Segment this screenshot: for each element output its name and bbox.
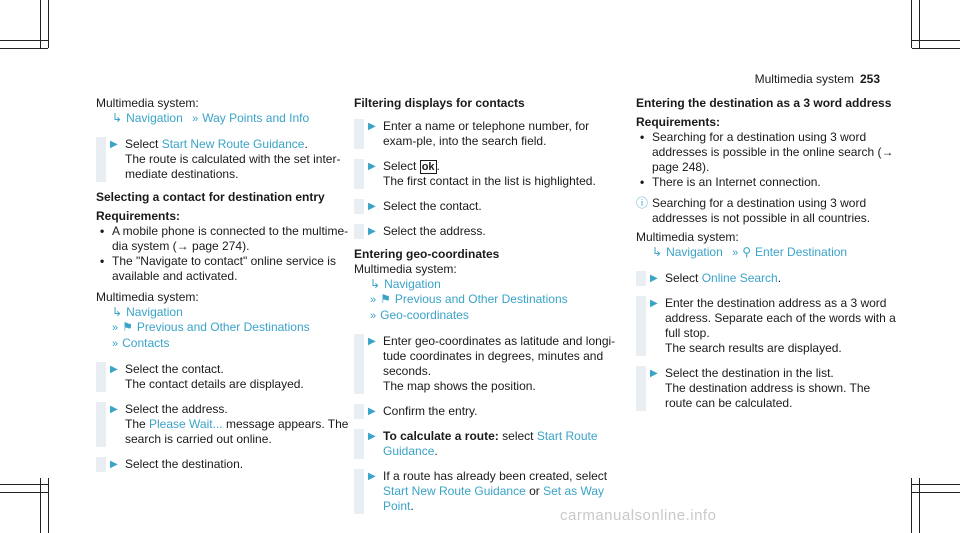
nav-link-contacts[interactable]: Contacts: [122, 336, 170, 350]
nav-path: [96, 111, 356, 127]
step-detail: The search results are displayed.: [665, 341, 842, 355]
flag-icon: ⚑: [380, 292, 391, 306]
step-text: .: [410, 499, 414, 513]
crop-mark: [911, 0, 912, 48]
crop-mark: [919, 0, 920, 48]
step-bar: [96, 362, 106, 392]
instruction-step: [636, 366, 900, 411]
requirement-item: • A mobile phone is connected to the multime-dia system (→ page 274).: [100, 224, 349, 253]
step-text: Confirm the entry.: [383, 404, 478, 418]
section-heading: Selecting a contact for destination entry: [96, 190, 325, 204]
step-arrow-icon: ▶: [110, 139, 118, 150]
instruction-step: [354, 404, 618, 419]
nav-path: [354, 292, 618, 308]
step-text: or: [525, 484, 544, 498]
ok-key-icon[interactable]: ok: [421, 161, 435, 173]
intro-text: Multimedia system:: [96, 290, 199, 304]
step-arrow-icon: ▶: [368, 121, 376, 132]
step-text: Select the destination.: [125, 457, 244, 471]
nav-path: [96, 336, 356, 352]
instruction-step: [96, 402, 356, 447]
step-text: Enter a name or telephone number, for exam-ple, into the search field.: [383, 119, 590, 148]
nav-link-navigation[interactable]: Navigation: [666, 245, 723, 259]
step-bar: [636, 366, 646, 411]
step-bar: [354, 199, 364, 214]
instruction-step: [354, 119, 618, 149]
crop-mark: [40, 478, 41, 533]
crop-mark: [919, 478, 920, 533]
double-chevron-icon: »: [112, 322, 119, 334]
nav-path: [96, 320, 356, 336]
requirement-text: A mobile phone is connected to the multime-dia system (→ page 274).: [112, 224, 349, 253]
step-text: Select the contact.: [125, 362, 224, 376]
step-bar: [354, 404, 364, 419]
nav-link-navigation[interactable]: Navigation: [384, 277, 441, 291]
info-icon: ⓘ: [636, 196, 649, 210]
step-bar: [96, 457, 106, 472]
step-detail: The: [125, 417, 150, 431]
requirement-item: • Searching for a destination using 3 word addresses is possible in the online search (→ page 248).: [640, 130, 894, 174]
step-arrow-icon: ▶: [368, 336, 376, 347]
nav-path: [96, 305, 356, 320]
step-text: Select the address.: [383, 224, 486, 238]
nav-link-navigation[interactable]: Navigation: [126, 111, 183, 125]
link-please-wait: Please Wait...: [149, 417, 223, 431]
arrow-hook-icon: ↳: [112, 305, 123, 319]
step-bar: [636, 271, 646, 286]
requirement-text: Searching for a destination using 3 word addresses is possible in the online search (→ page 248).: [652, 130, 894, 174]
step-text: Select: [383, 159, 420, 173]
nav-path: [354, 308, 618, 324]
step-arrow-icon: ▶: [650, 368, 658, 379]
step-bar: [354, 469, 364, 514]
double-chevron-icon: »: [732, 247, 739, 259]
step-text: Select the address.: [125, 402, 228, 416]
link-set-as-way-point[interactable]: Set as Way Point: [383, 484, 605, 513]
link-start-route-guidance[interactable]: Start Route Guidance: [383, 429, 598, 458]
double-chevron-icon: »: [112, 338, 119, 350]
step-text: .: [434, 444, 438, 458]
instruction-step: [354, 224, 618, 239]
step-detail: The destination address is shown. The route can be calculated.: [665, 381, 871, 410]
nav-link-waypoints[interactable]: Way Points and Info: [202, 111, 310, 125]
section-heading: Entering geo-coordinates: [354, 247, 500, 261]
crop-mark: [40, 0, 41, 48]
info-note: [636, 196, 900, 226]
instruction-step: [96, 362, 356, 392]
step-bar: [354, 119, 364, 149]
step-arrow-icon: ▶: [650, 298, 658, 309]
step-detail: message appears. The search is carried out online.: [125, 417, 349, 446]
step-bar: [96, 402, 106, 447]
step-bar: [96, 137, 106, 182]
step-bar: [354, 159, 364, 189]
step-arrow-icon: ▶: [368, 406, 376, 417]
nav-link-enter-destination[interactable]: Enter Destination: [755, 245, 848, 259]
step-bar: [636, 296, 646, 356]
intro-text: Multimedia system:: [96, 96, 199, 110]
step-arrow-icon: ▶: [110, 364, 118, 375]
column-2: [354, 96, 618, 514]
note-text: Searching for a destination using 3 word addresses is not possible in all countries.: [652, 196, 871, 225]
nav-link-previous-destinations[interactable]: Previous and Other Destinations: [394, 292, 568, 306]
arrow-hook-icon: ↳: [370, 277, 381, 291]
step-arrow-icon: ▶: [368, 161, 376, 172]
search-icon: ⚲: [742, 245, 752, 259]
instruction-step: [636, 296, 900, 356]
page-header: [750, 72, 880, 87]
step-detail: The map shows the position.: [383, 379, 536, 393]
step-emphasis: To calculate a route:: [383, 429, 499, 443]
step-text: .: [436, 159, 440, 173]
step-bar: [354, 429, 364, 459]
arrow-hook-icon: ↳: [652, 245, 663, 259]
step-text: .: [777, 271, 782, 285]
step-detail: The route is calculated with the set inter-mediate destinations.: [125, 152, 341, 181]
step-text: .: [304, 137, 308, 151]
step-text: Select: [665, 271, 702, 285]
header-title: Multimedia system: [754, 72, 854, 86]
flag-icon: ⚑: [122, 320, 133, 334]
nav-link-navigation[interactable]: Navigation: [126, 305, 183, 319]
page-number: 253: [859, 72, 880, 86]
step-text: If a route has already been created, select: [383, 469, 608, 483]
instruction-step: [636, 271, 900, 286]
instruction-step: [354, 429, 618, 459]
crop-mark: [48, 0, 49, 48]
step-text: Enter the destination address as a 3 word address. Separate each of the words with a full stop.: [665, 296, 896, 340]
crop-mark: [912, 48, 960, 49]
crop-mark: [48, 478, 49, 533]
column-1: [96, 96, 356, 472]
step-arrow-icon: ▶: [368, 226, 376, 237]
crop-mark: [911, 478, 912, 533]
requirement-item: • There is an Internet connection.: [640, 175, 821, 189]
step-detail: The first contact in the list is highlighted.: [383, 174, 596, 188]
step-text: Select: [125, 137, 162, 151]
step-arrow-icon: ▶: [110, 459, 118, 470]
section-heading: Filtering displays for contacts: [354, 96, 525, 110]
nav-link-previous-destinations[interactable]: Previous and Other Destinations: [136, 320, 310, 334]
step-arrow-icon: ▶: [368, 471, 376, 482]
step-bar: [354, 334, 364, 394]
instruction-step: [96, 457, 356, 472]
watermark: carmanualsonline.info: [560, 507, 717, 524]
step-detail: The contact details are displayed.: [125, 377, 304, 391]
instruction-step: [354, 159, 618, 189]
arrow-hook-icon: ↳: [112, 111, 123, 125]
crop-mark: [0, 48, 48, 49]
link-start-new-route-guidance[interactable]: Start New Route Guidance: [161, 137, 305, 151]
step-text: Select the contact.: [383, 199, 482, 213]
instruction-step: [96, 137, 356, 182]
double-chevron-icon: »: [370, 310, 377, 322]
link-online-search[interactable]: Online Search: [701, 271, 778, 285]
intro-text: Multimedia system:: [636, 230, 739, 244]
nav-link-geo-coordinates[interactable]: Geo-coordinates: [380, 308, 469, 322]
step-arrow-icon: ▶: [650, 273, 658, 284]
requirements-label: Requirements:: [96, 209, 181, 223]
requirement-text: The "Navigate to contact" online service is available and activated.: [112, 254, 336, 283]
step-text: select: [498, 429, 537, 443]
requirements-label: Requirements:: [636, 115, 721, 129]
step-arrow-icon: ▶: [368, 201, 376, 212]
step-arrow-icon: ▶: [110, 404, 118, 415]
step-text: Enter geo-coordinates as latitude and longi-tude coordinates in degrees, minutes and seconds.: [383, 334, 616, 378]
nav-path: [354, 277, 618, 292]
requirement-item: • The "Navigate to contact" online service is available and activated.: [100, 254, 336, 283]
double-chevron-icon: »: [370, 294, 377, 306]
nav-path: [636, 245, 900, 261]
instruction-step: [354, 334, 618, 394]
step-bar: [354, 224, 364, 239]
intro-text: Multimedia system:: [354, 262, 457, 276]
requirement-text: There is an Internet connection.: [652, 175, 821, 189]
step-text: Select the destination in the list.: [665, 366, 834, 380]
section-heading: Entering the destination as a 3 word address: [636, 96, 892, 110]
step-arrow-icon: ▶: [368, 431, 376, 442]
instruction-step: [354, 199, 618, 214]
column-3: [636, 96, 900, 411]
link-start-new-route-guidance[interactable]: Start New Route Guidance: [383, 484, 526, 498]
double-chevron-icon: »: [192, 113, 199, 125]
